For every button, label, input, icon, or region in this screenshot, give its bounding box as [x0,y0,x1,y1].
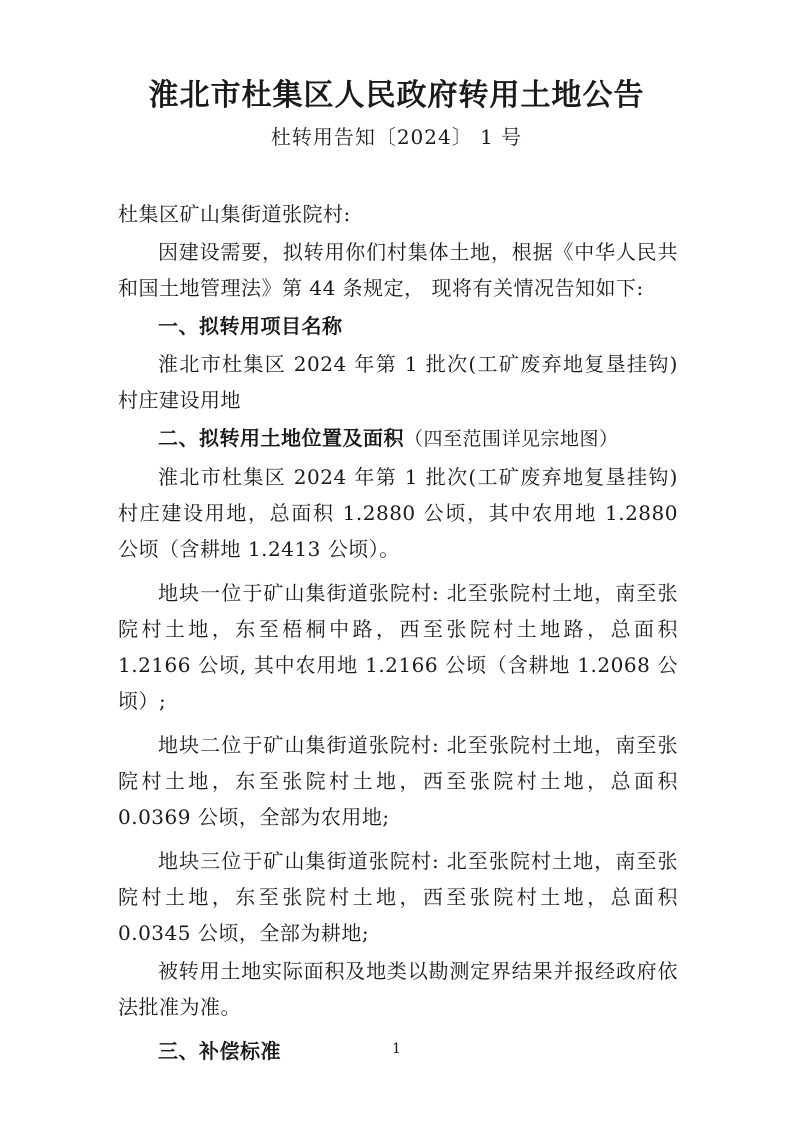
document-title: 淮北市杜集区人民政府转用土地公告 [148,78,645,113]
addressee: 杜集区矿山集街道张院村: [118,202,351,226]
section1-heading: 一、拟转用项目名称 [158,314,343,338]
intro-paragraph: 因建设需要，拟转用你们村集体土地，根据《中华人民共和国土地管理法》第 44 条规定， 现将有关情况告知如下: [118,240,678,300]
plot1-paragraph: 地块一位于矿山集街道张院村: 北至张院村土地，南至张院村土地，东至梧桐中路，西至张院村土地路，总面积 1.2166 公顷, 其中农用地 1.2166 公顷（含耕地 1.2068 公顷）; [118,581,678,713]
plot3-paragraph: 地块三位于矿山集街道张院村: 北至张院村土地，南至张院村土地，东至张院村土地，西至张院村土地，总面积 0.0345 公顷，全部为耕地; [118,849,678,945]
section2-heading-text: 二、拟转用土地位置及面积 [158,426,404,450]
section2-heading [118,420,678,457]
section3-heading: 三、补偿标准 [158,1039,281,1063]
section2-heading-note: （四至范围详见宗地图） [404,428,619,450]
closing-paragraph: 被转用土地实际面积及地类以勘测定界结果并报经政府依法批准为准。 [118,959,678,1019]
section2-summary: 淮北市杜集区 2024 年第 1 批次(工矿废弃地复垦挂钩)村庄建设用地，总面积 1.2880 公顷，其中农用地 1.2880 公顷（含耕地 1.2413 公顷）。 [118,465,678,561]
section1-text: 淮北市杜集区 2024 年第 1 批次(工矿废弃地复垦挂钩)村庄建设用地 [118,352,678,412]
document-body [118,196,678,1071]
page-number: 1 [392,1041,401,1057]
plot2-paragraph: 地块二位于矿山集街道张院村: 北至张院村土地，南至张院村土地，东至张院村土地，西至张院村土地，总面积 0.0369 公顷，全部为农用地; [118,733,678,829]
document-number: 杜转用告知〔2024〕 1 号 [270,125,523,149]
